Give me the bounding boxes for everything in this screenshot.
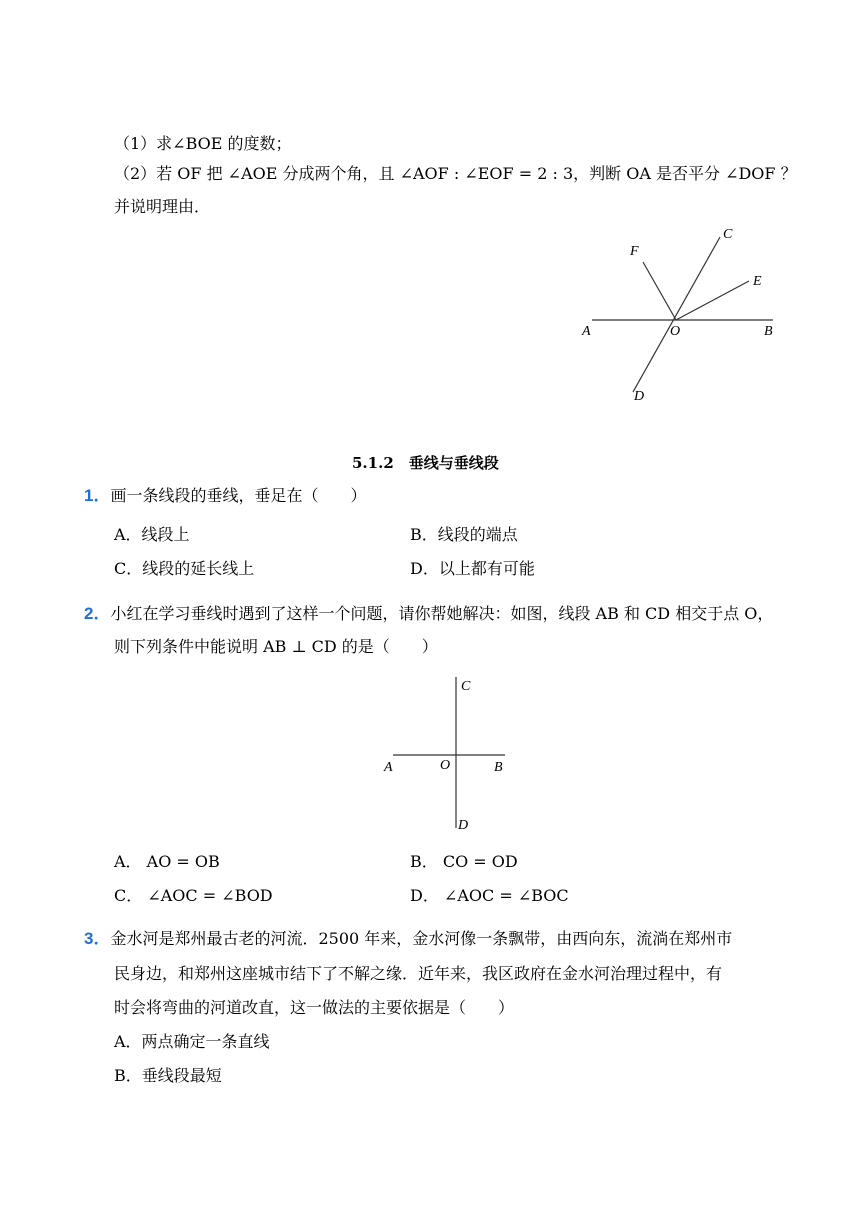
q1-option-a: A．线段上: [114, 525, 190, 544]
q1-option-d: D．以上都有可能: [410, 559, 535, 578]
q3-option-b: B．垂线段最短: [114, 1066, 222, 1085]
q3-stem-line2: 民身边，和郑州这座城市结下了不解之缘．近年来，我区政府在金水河治理过程中，有: [114, 964, 723, 983]
label-b: B: [764, 324, 773, 339]
q2-number: 2．: [84, 604, 111, 623]
q2-option-d: D． ∠AOC = ∠BOC: [410, 886, 569, 905]
q3-option-a: A．两点确定一条直线: [114, 1032, 270, 1051]
label-e: E: [753, 274, 762, 289]
prev-part2-continued: 并说明理由．: [114, 197, 211, 216]
fig2-label-a: A: [384, 760, 393, 775]
label-a: A: [582, 324, 591, 339]
q2-stem-1: 小红在学习垂线时遇到了这样一个问题，请你帮她解决：如图，线段 AB 和 CD 相交于点 O，: [110, 604, 774, 623]
q3-stem-1: 金水河是郑州最古老的河流．2500 年来，金水河像一条飘带，由西向东，流淌在郑州市: [110, 929, 733, 948]
q2-option-b: B． CO = OD: [410, 852, 518, 871]
q2-option-a: A． AO = OB: [114, 852, 220, 871]
q3-number: 3．: [84, 929, 111, 948]
fig2-label-c: C: [461, 679, 471, 694]
fig2-label-d: D: [458, 818, 469, 833]
label-f: F: [630, 244, 639, 259]
prev-part2: （2）若 OF 把 ∠AOE 分成两个角，且 ∠AOF : ∠EOF = 2 : 3，判断 OA 是否平分 ∠DOF ？: [114, 164, 797, 183]
fig2-label-o: O: [440, 758, 451, 773]
fig2-label-b: B: [494, 760, 503, 775]
q1-number: 1．: [84, 486, 111, 505]
q1-stem: 画一条线段的垂线，垂足在（ ）: [110, 486, 367, 505]
section-title: 5.1.2 垂线与垂线段: [352, 454, 499, 472]
q3-stem-line3: 时会将弯曲的河道改直，这一做法的主要依据是（ ）: [114, 998, 515, 1017]
q1-option-b: B．线段的端点: [410, 525, 518, 544]
q2-option-c: C． ∠AOC = ∠BOD: [114, 886, 273, 905]
q1-option-c: C．线段的延长线上: [114, 559, 255, 578]
prev-part1: （1）求∠BOE 的度数；: [114, 134, 292, 153]
q3-stem-line1: [84, 929, 732, 949]
label-d: D: [634, 389, 645, 404]
label-o: O: [670, 324, 681, 339]
q2-stem-line2: 则下列条件中能说明 AB ⊥ CD 的是（ ）: [114, 637, 438, 656]
label-c: C: [723, 227, 733, 242]
